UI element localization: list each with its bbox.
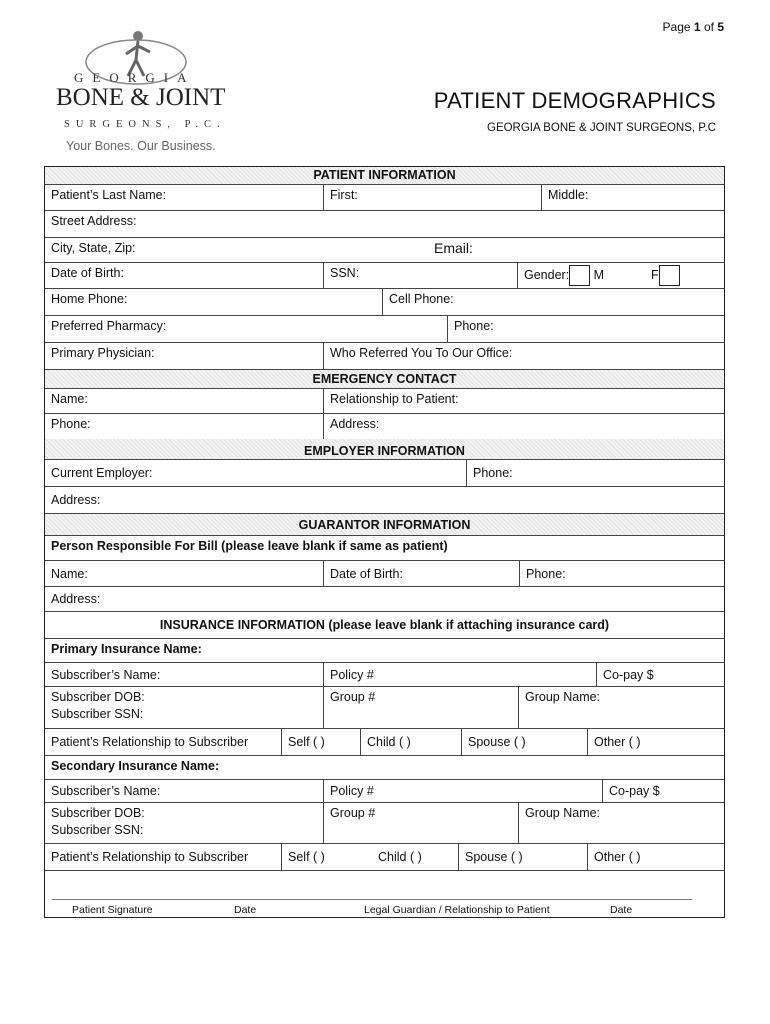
employer-address-field[interactable]: Address: bbox=[51, 493, 101, 507]
email-field[interactable]: Email: bbox=[434, 240, 473, 256]
emergency-phone-field[interactable]: Phone: bbox=[51, 417, 91, 431]
pharmacy-field[interactable]: Preferred Pharmacy: bbox=[51, 319, 167, 333]
primary-child-option[interactable]: Child ( ) bbox=[360, 729, 461, 755]
primary-subscriber-name-field[interactable]: Subscriber’s Name: bbox=[51, 668, 161, 682]
page-current: 1 bbox=[693, 20, 701, 34]
row-dob-ssn-gender bbox=[45, 263, 724, 289]
row-physician bbox=[45, 343, 724, 370]
secondary-relationship-label: Patient’s Relationship to Subscriber bbox=[51, 850, 249, 864]
guarantor-address-field[interactable]: Address: bbox=[51, 592, 101, 606]
gender-female-label: F bbox=[651, 267, 659, 282]
row-secondary-heading bbox=[45, 756, 724, 780]
secondary-child-option[interactable]: Child ( ) bbox=[378, 850, 422, 864]
secondary-group-name-field[interactable]: Group Name: bbox=[518, 803, 724, 843]
row-employer-address bbox=[45, 487, 724, 514]
guardian-signature-date-label: Date bbox=[610, 904, 633, 916]
row-guarantor-address bbox=[45, 587, 724, 612]
primary-group-number-field[interactable]: Group # bbox=[323, 687, 518, 728]
logo-line1: GEORGIA bbox=[74, 70, 196, 85]
section-emergency-contact: EMERGENCY CONTACT bbox=[45, 370, 724, 389]
section-insurance-information: INSURANCE INFORMATION (please leave blank if attaching insurance card) bbox=[45, 612, 724, 639]
city-state-zip-field[interactable]: City, State, Zip: bbox=[51, 241, 136, 255]
guarantor-person-label: Person Responsible For Bill (please leave blank if same as patient) bbox=[51, 539, 448, 553]
guarantor-phone-field[interactable]: Phone: bbox=[519, 561, 724, 586]
ssn-field[interactable]: SSN: bbox=[323, 263, 517, 288]
primary-relationship-label: Patient’s Relationship to Subscriber bbox=[51, 735, 249, 749]
cell-phone-field[interactable]: Cell Phone: bbox=[382, 289, 724, 315]
gender-label: Gender: bbox=[524, 267, 570, 282]
secondary-policy-field[interactable]: Policy # bbox=[323, 780, 602, 802]
pharmacy-phone-field[interactable]: Phone: bbox=[447, 316, 724, 342]
employer-phone-field[interactable]: Phone: bbox=[466, 460, 724, 486]
referred-by-field[interactable]: Who Referred You To Our Office: bbox=[323, 343, 724, 369]
secondary-subscriber-dob-ssn[interactable] bbox=[45, 803, 323, 843]
company-logo bbox=[52, 22, 232, 157]
section-patient-information: PATIENT INFORMATION bbox=[45, 167, 724, 185]
row-street-address bbox=[45, 211, 724, 238]
row-secondary-dob-group bbox=[45, 803, 724, 844]
current-employer-field[interactable]: Current Employer: bbox=[51, 466, 153, 480]
primary-insurance-name-field[interactable]: Primary Insurance Name: bbox=[51, 642, 202, 656]
patient-signature-date-label: Date bbox=[234, 904, 257, 916]
secondary-other-option[interactable]: Other ( ) bbox=[587, 844, 724, 870]
secondary-subscriber-ssn-field: Subscriber SSN: bbox=[51, 823, 144, 837]
guarantor-name-field[interactable]: Name: bbox=[51, 567, 88, 581]
primary-group-name-field[interactable]: Group Name: bbox=[518, 687, 724, 728]
gender-male-checkbox[interactable] bbox=[569, 265, 590, 286]
row-patient-name bbox=[45, 185, 724, 211]
secondary-copay-field[interactable]: Co-pay $ bbox=[602, 780, 724, 802]
primary-subscriber-dob-ssn[interactable] bbox=[45, 687, 323, 728]
page-label: Page bbox=[662, 20, 691, 34]
emergency-address-field[interactable]: Address: bbox=[323, 414, 724, 439]
row-primary-dob-group bbox=[45, 687, 724, 729]
secondary-subscriber-dob-field: Subscriber DOB: bbox=[51, 806, 145, 820]
primary-copay-field[interactable]: Co-pay $ bbox=[596, 663, 724, 686]
guardian-signature-label: Legal Guardian / Relationship to Patient bbox=[364, 904, 550, 916]
emergency-name-field[interactable]: Name: bbox=[51, 392, 88, 406]
secondary-subscriber-name-field[interactable]: Subscriber’s Name: bbox=[51, 784, 161, 798]
secondary-group-number-field[interactable]: Group # bbox=[323, 803, 518, 843]
home-phone-field[interactable]: Home Phone: bbox=[51, 292, 128, 306]
page-total: 5 bbox=[717, 20, 724, 34]
secondary-insurance-name-field[interactable]: Secondary Insurance Name: bbox=[51, 759, 220, 773]
row-secondary-subscriber bbox=[45, 780, 724, 803]
page-number bbox=[663, 20, 724, 34]
street-address-field[interactable]: Street Address: bbox=[51, 214, 137, 228]
row-city-email bbox=[45, 238, 724, 263]
page-subtitle: GEORGIA BONE & JOINT SURGEONS, P.C bbox=[487, 122, 716, 134]
row-primary-heading bbox=[45, 639, 724, 663]
gender-male-label: M bbox=[593, 267, 605, 282]
row-guarantor-heading bbox=[45, 536, 724, 561]
primary-physician-field[interactable]: Primary Physician: bbox=[51, 346, 155, 360]
section-guarantor-information: GUARANTOR INFORMATION bbox=[45, 514, 724, 536]
gender-group bbox=[517, 263, 724, 288]
primary-subscriber-ssn-field: Subscriber SSN: bbox=[51, 707, 144, 721]
primary-subscriber-dob-field: Subscriber DOB: bbox=[51, 690, 145, 704]
primary-policy-field[interactable]: Policy # bbox=[323, 663, 596, 686]
last-name-field[interactable]: Patient’s Last Name: bbox=[51, 188, 167, 202]
emergency-relationship-field[interactable]: Relationship to Patient: bbox=[323, 389, 724, 413]
row-pharmacy bbox=[45, 316, 724, 343]
logo-tagline: Your Bones. Our Business. bbox=[66, 139, 216, 153]
row-emergency-phone bbox=[45, 414, 724, 439]
row-primary-relationship bbox=[45, 729, 724, 756]
secondary-spouse-option[interactable]: Spouse ( ) bbox=[458, 844, 587, 870]
row-secondary-relationship bbox=[45, 844, 724, 871]
first-name-field[interactable]: First: bbox=[323, 185, 541, 210]
gender-female-checkbox[interactable] bbox=[659, 265, 680, 286]
demographics-form bbox=[44, 166, 725, 918]
row-guarantor-name bbox=[45, 561, 724, 587]
row-phones bbox=[45, 289, 724, 316]
row-employer bbox=[45, 460, 724, 487]
primary-self-option[interactable]: Self ( ) bbox=[281, 729, 360, 755]
patient-signature-label: Patient Signature bbox=[72, 904, 153, 916]
row-emergency-name bbox=[45, 389, 724, 414]
row-primary-subscriber bbox=[45, 663, 724, 687]
page-title: PATIENT DEMOGRAPHICS bbox=[433, 88, 716, 113]
guarantor-dob-field[interactable]: Date of Birth: bbox=[323, 561, 519, 586]
page-of: of bbox=[703, 20, 714, 34]
logo-line3: SURGEONS, P.C. bbox=[64, 119, 226, 130]
section-employer-information: EMPLOYER INFORMATION bbox=[45, 439, 724, 460]
middle-name-field[interactable]: Middle: bbox=[541, 185, 724, 210]
dob-field[interactable]: Date of Birth: bbox=[51, 266, 124, 280]
primary-spouse-option[interactable]: Spouse ( ) bbox=[461, 729, 587, 755]
primary-other-option[interactable]: Other ( ) bbox=[587, 729, 724, 755]
secondary-self-option[interactable]: Self ( ) bbox=[281, 844, 372, 870]
signature-line[interactable] bbox=[52, 899, 692, 900]
logo-line2: BONE & JOINT bbox=[56, 84, 226, 111]
